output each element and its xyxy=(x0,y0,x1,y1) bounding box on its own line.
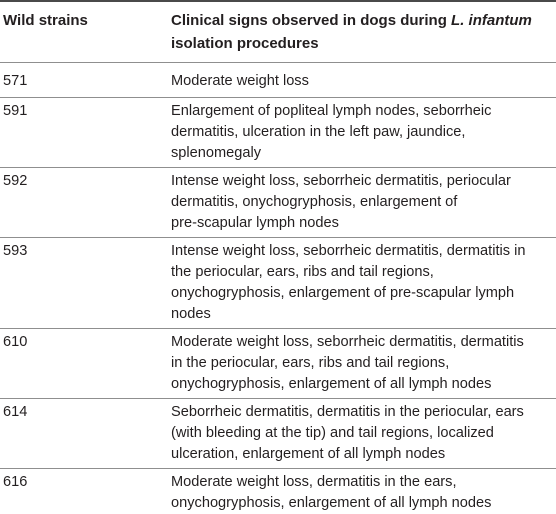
table-row-signs-line: Enlargement of popliteal lymph nodes, seborrheic xyxy=(171,103,492,119)
table-row-signs-line: dermatitis, onychogryphosis, enlargement of xyxy=(171,194,458,210)
table-row-signs-line: Moderate weight loss, dermatitis in the ears, xyxy=(171,474,457,490)
header-clinical-signs-line-2: isolation procedures xyxy=(171,35,319,52)
table-row-signs-line: dermatitis, ulceration in the left paw, jaundice, xyxy=(171,124,466,140)
row-divider xyxy=(0,328,556,329)
row-divider xyxy=(0,398,556,399)
table-row-signs-line: Moderate weight loss xyxy=(171,73,309,89)
table-row-strain: 571 xyxy=(3,73,28,89)
table-row-signs-line: Intense weight loss, seborrheic dermatitis, periocular xyxy=(171,173,511,189)
header-clinical-signs-text: Clinical signs observed in dogs during xyxy=(171,12,452,29)
row-divider xyxy=(0,97,556,98)
table-row-signs-line: nodes xyxy=(171,306,211,322)
table-row-signs-line: Intense weight loss, seborrheic dermatitis, dermatitis in xyxy=(171,243,526,259)
table-row-signs-line: pre-scapular lymph nodes xyxy=(171,215,339,231)
table-row-strain: 591 xyxy=(3,103,28,119)
table-row-strain: 593 xyxy=(3,243,28,259)
header-species-name: L. infantum xyxy=(451,12,532,29)
table-row-signs-line: Seborrheic dermatitis, dermatitis in the periocular, ears xyxy=(171,404,524,420)
header-clinical-signs-line-1 xyxy=(171,9,532,32)
row-divider xyxy=(0,167,556,168)
table-row-strain: 592 xyxy=(3,173,28,189)
table-row-signs-line: Moderate weight loss, seborrheic dermatitis, dermatitis xyxy=(171,334,524,350)
table-row-signs-line: in the periocular, ears, ribs and tail regions, xyxy=(171,355,450,371)
table-row-signs-line: onychogryphosis, enlargement of all lymph nodes xyxy=(171,376,492,392)
header-wild-strains: Wild strains xyxy=(3,12,88,29)
table-row-signs-line: onychogryphosis, enlargement of all lymph nodes xyxy=(171,495,492,511)
row-divider xyxy=(0,468,556,469)
row-divider xyxy=(0,237,556,238)
table-top-rule xyxy=(0,0,556,2)
table-row-signs-line: ulceration, enlargement of all lymph nodes xyxy=(171,446,446,462)
header-bottom-rule xyxy=(0,62,556,63)
table-row-signs-line: the periocular, ears, ribs and tail regions, xyxy=(171,264,434,280)
table-row-strain: 614 xyxy=(3,404,28,420)
table-row-strain: 610 xyxy=(3,334,28,350)
table-row-strain: 616 xyxy=(3,474,28,490)
header-clinical-signs xyxy=(171,9,532,55)
table-row-signs-line: splenomegaly xyxy=(171,145,262,161)
table-row-signs-line: onychogryphosis, enlargement of pre-scapular lymph xyxy=(171,285,515,301)
table-row-signs-line: (with bleeding at the tip) and tail regions, localized xyxy=(171,425,494,441)
